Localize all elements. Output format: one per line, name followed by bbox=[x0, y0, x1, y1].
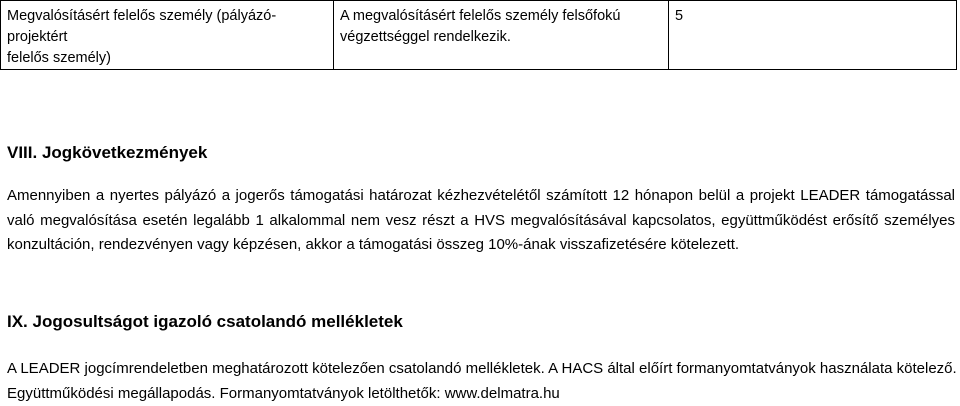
section-9-paragraph bbox=[7, 356, 955, 406]
paragraph-line: való megvalósítása esetén legalább 1 alkalommal nem vesz részt a HVS megvalósításával kapcsolatos, együttműködést erősítő személyes bbox=[7, 211, 955, 229]
score-cell bbox=[669, 1, 957, 70]
condition-cell bbox=[334, 1, 669, 70]
section-8-paragraph bbox=[7, 184, 955, 258]
paragraph-line: A LEADER jogcímrendeletben meghatározott kötelezően csatolandó mellékletek. A HACS által előírt formanyomtatványok használata kötelező. bbox=[7, 360, 957, 377]
score-value: 5 bbox=[675, 8, 684, 24]
table-row bbox=[1, 1, 957, 70]
paragraph-line: Együttműködési megállapodás. Formanyomtatványok letölthetők: www.delmatra.hu bbox=[7, 385, 560, 402]
section-9-heading: IX. Jogosultságot igazoló csatolandó mellékletek bbox=[7, 312, 403, 331]
criterion-text: Megvalósításért felelős személy (pályázó-projektért felelős személy) bbox=[7, 8, 277, 66]
paragraph-line: konzultáción, rendezvényen vagy képzésen, akkor a támogatási összeg 10%-ának visszafizetésére kötelezett. bbox=[7, 236, 740, 253]
criterion-cell bbox=[1, 1, 334, 70]
criteria-table bbox=[0, 0, 957, 70]
paragraph-line: Amennyiben a nyertes pályázó a jogerős támogatási határozat kézhezvételétől számított 12 hónapon belül a projekt LEADER támogatással bbox=[7, 187, 955, 204]
section-8-heading: VIII. Jogkövetkezmények bbox=[7, 143, 208, 162]
condition-text: A megvalósításért felelős személy felsőfokú végzettséggel rendelkezik. bbox=[340, 8, 621, 45]
